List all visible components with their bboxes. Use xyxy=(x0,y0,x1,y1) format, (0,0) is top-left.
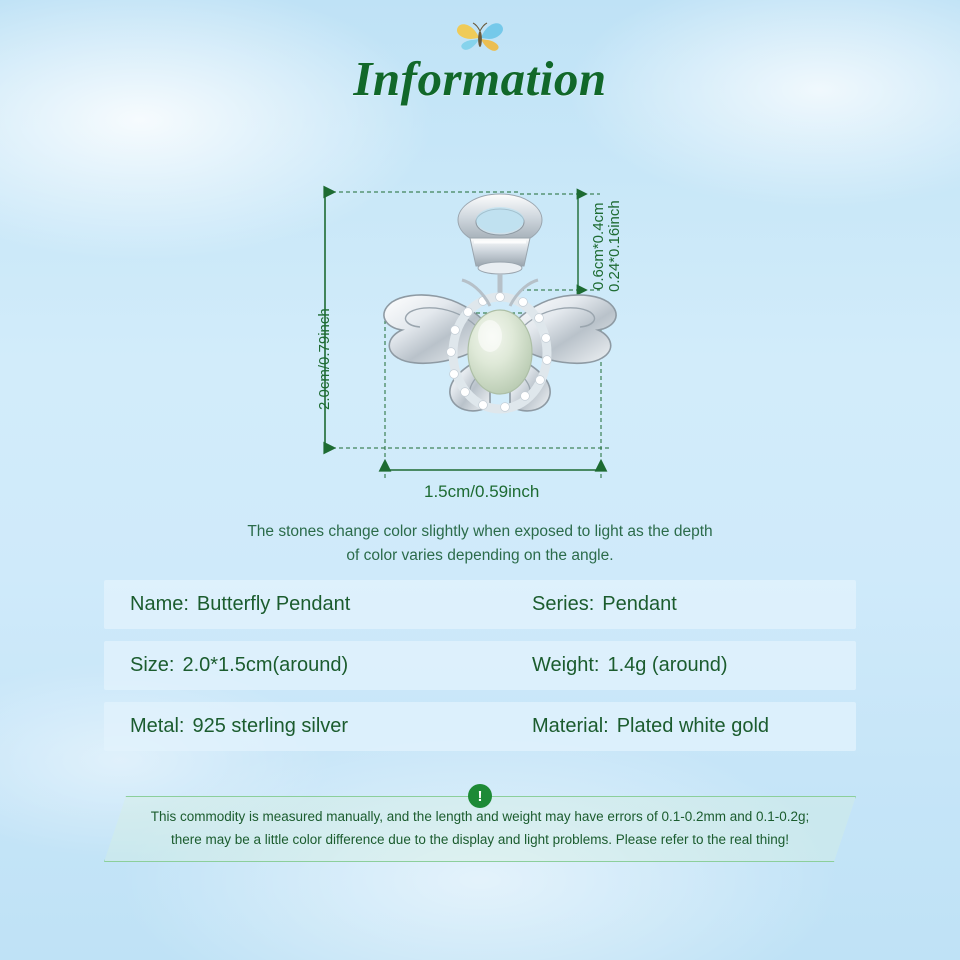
stone-note-line-2: of color varies depending on the angle. xyxy=(346,547,614,565)
stone-note-line-1: The stones change color slightly when exposed to light as the depth xyxy=(247,523,713,540)
spec-value-material: Plated white gold xyxy=(616,715,770,737)
spec-value-series: Pendant xyxy=(602,593,677,615)
spec-cell-metal xyxy=(130,715,532,738)
loop-dimension-label-inch: 0.24*0.16inch xyxy=(606,200,623,292)
disclaimer-line-1: This commodity is measured manually, and the length and weight may have errors of 0.1-0.2mm and 0.1-0.2g; xyxy=(150,809,810,825)
spec-cell-series xyxy=(532,593,677,616)
spec-cell-material xyxy=(532,715,769,738)
stone-color-note xyxy=(0,520,960,568)
spec-key-material: Material: xyxy=(532,715,609,737)
spec-cell-weight xyxy=(532,654,728,677)
table-row xyxy=(104,580,856,629)
disclaimer-banner xyxy=(104,787,856,862)
specs-table xyxy=(104,580,856,763)
spec-key-size: Size: xyxy=(130,654,175,676)
product-dimension-diagram xyxy=(0,170,960,520)
page-header xyxy=(0,18,960,106)
spec-value-name: Butterfly Pendant xyxy=(196,593,351,615)
spec-key-metal: Metal: xyxy=(130,715,185,737)
exclamation-icon: ! xyxy=(468,784,492,808)
disclaimer-line-2: there may be a little color difference due to the display and light problems. Please refer to the real thing! xyxy=(170,832,790,847)
spec-cell-name xyxy=(130,593,532,616)
spec-value-weight: 1.4g (around) xyxy=(607,654,728,676)
page-title: Information xyxy=(353,51,607,106)
loop-dimension-label-cm: 0.6cm*0.4cm xyxy=(590,202,607,290)
table-row xyxy=(104,702,856,751)
spec-key-series: Series: xyxy=(532,593,595,615)
disclaimer-text xyxy=(104,796,856,862)
spec-cell-size xyxy=(130,654,532,677)
spec-key-name: Name: xyxy=(130,593,189,615)
width-dimension-label: 1.5cm/0.59inch xyxy=(424,482,540,501)
spec-value-metal: 925 sterling silver xyxy=(192,715,349,737)
spec-key-weight: Weight: xyxy=(532,654,600,676)
spec-value-size: 2.0*1.5cm(around) xyxy=(182,654,349,676)
height-dimension-label: 2.0cm/0.79inch xyxy=(316,308,333,410)
table-row xyxy=(104,641,856,690)
